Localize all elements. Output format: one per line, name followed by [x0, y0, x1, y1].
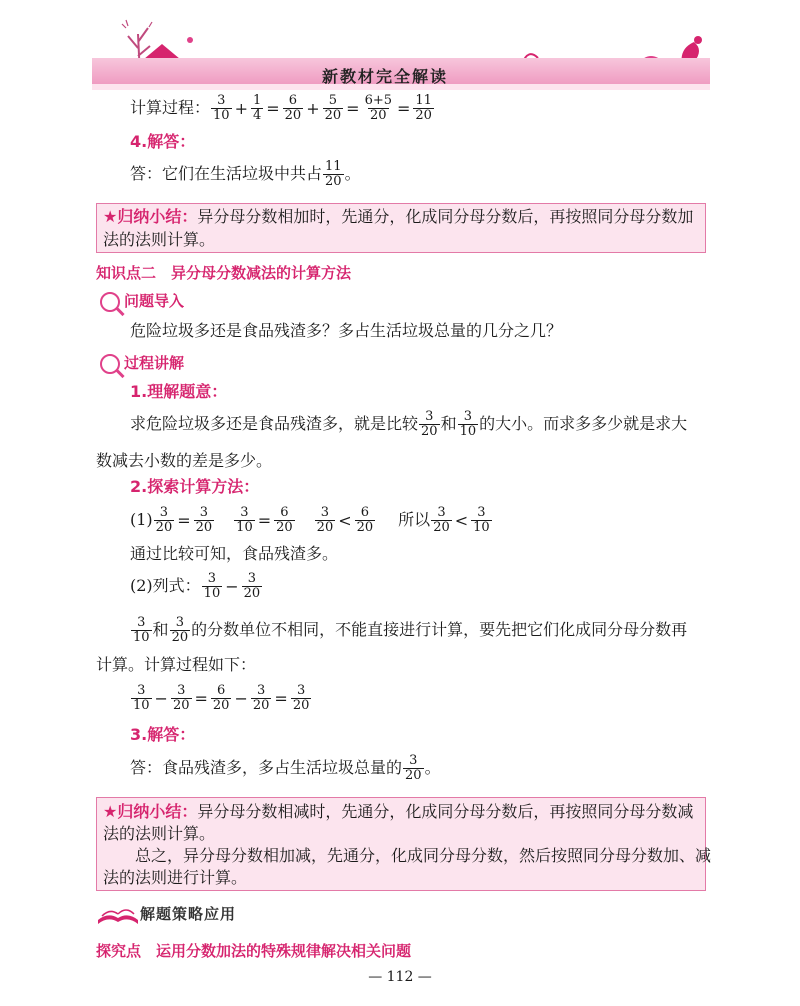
summary-text: 异分母分数相加时，先通分，化成同分母分数后，再按照同分母分数加	[197, 207, 694, 226]
summary-label: ★归纳小结：	[103, 207, 198, 226]
step1-text: 求危险垃圾多还是食品残渣多，就是比较 $\frac{3}{20}$ 和 $\frac{3}{10}$ 的大小。而求多多少就是求大	[130, 409, 688, 439]
fraction: $\frac{3}{20}$	[433, 505, 450, 535]
fraction: $\frac{5}{20}$	[324, 93, 342, 123]
fraction: $\frac{3}{20}$	[172, 683, 190, 713]
fraction: $\frac{3}{20}$	[195, 505, 213, 535]
summary-text: 法的法则进行计算。	[103, 868, 248, 887]
fraction: $\frac{6}{20}$	[212, 683, 230, 713]
strategy-heading: 解题策略应用	[96, 900, 276, 928]
calc-label: 计算过程：	[130, 98, 211, 117]
step2-heading: 2.探索计算方法：	[130, 477, 260, 496]
step1-heading: 1.理解题意：	[130, 382, 228, 401]
summary-box-2	[96, 797, 712, 891]
header-title: 新教材完全解读	[322, 67, 449, 86]
process-heading: 过程讲解	[100, 352, 184, 374]
fraction: $\frac{3}{10}$	[459, 409, 477, 439]
answer2-line: 答：食品残渣多，多占生活垃圾总量的 $\frac{3}{20}$ 。	[130, 753, 441, 783]
summary-text: 法的法则计算。	[103, 824, 216, 843]
fraction: $\frac{3}{10}$	[473, 505, 490, 535]
step4-heading: 4.解答：	[130, 132, 196, 151]
fraction: $\frac{6+5}{20}$	[364, 93, 392, 123]
explain-line: $\frac{3}{10}$ 和 $\frac{3}{20}$ 的分数单位不相同，不能直接进行计算，要先把它们化成同分母分数再	[133, 615, 688, 645]
summary-box-1	[96, 203, 706, 253]
step3-heading: 3.解答：	[130, 725, 196, 744]
fraction: $\frac{6}{20}$	[276, 505, 293, 535]
magnifier-icon	[100, 292, 120, 312]
fraction: $\frac{6}{20}$	[356, 505, 374, 535]
intro-heading: 问题导入	[100, 290, 184, 312]
fraction: $\frac{3}{10}$	[133, 683, 150, 713]
fraction: $\frac{3}{20}$	[243, 571, 261, 601]
calc-process-line: 计算过程： $\frac{3}{10}$ + $\frac{1}{4}$ = $\frac{6}{20}$ + $\frac{5}{20}$ = $\frac{6+5}{20}$ = $\frac{11}{20}$	[130, 93, 432, 123]
calc-line: $\frac{3}{10}$ − $\frac{3}{20}$ = $\frac{6}{20}$ − $\frac{3}{20}$ = $\frac{3}{20}$	[133, 683, 310, 713]
fraction: $\frac{3}{10}$	[203, 571, 221, 601]
magnifier-icon	[100, 354, 120, 374]
fraction: $\frac{3}{20}$	[171, 615, 189, 645]
fraction: $\frac{3}{10}$	[133, 615, 150, 645]
expression-line: (2)列式： $\frac{3}{10}$ − $\frac{3}{20}$	[130, 571, 261, 601]
compare-conclusion: 通过比较可知，食品残渣多。	[130, 544, 339, 563]
explain-line2: 计算。计算过程如下：	[96, 655, 257, 674]
page-header	[92, 14, 710, 90]
fraction: $\frac{3}{10}$	[213, 93, 230, 123]
book-icon	[96, 902, 140, 926]
step1-text-line2: 数减去小数的差是多少。	[96, 451, 273, 470]
page-number: — 112 —	[368, 969, 432, 985]
fraction: $\frac{3}{20}$	[316, 505, 334, 535]
fraction: $\frac{3}{20}$	[421, 409, 438, 439]
fraction: $\frac{6}{20}$	[284, 93, 302, 123]
fraction: $\frac{3}{10}$	[236, 505, 253, 535]
answer1-line: 答：它们在生活垃圾中共占 $\frac{11}{20}$ 。	[130, 159, 361, 189]
fraction: $\frac{11}{20}$	[415, 93, 432, 123]
explore-title: 探究点 运用分数加法的特殊规律解决相关问题	[96, 942, 412, 960]
fraction: $\frac{1}{4}$	[252, 93, 262, 123]
fraction: $\frac{3}{20}$	[292, 683, 310, 713]
compare-line: (1) $\frac{3}{20}$ = $\frac{3}{20}$ $\frac{3}{10}$ = $\frac{6}{20}$ $\frac{3}{20}$ < $\frac{6}{20}$ 所以 $\frac{3}{20}$ < $\frac{3}{10}$	[130, 505, 490, 535]
intro-question: 危险垃圾多还是食品残渣多？多占生活垃圾总量的几分之几？	[130, 321, 563, 340]
summary-label: ★归纳小结：	[103, 802, 198, 821]
fraction: $\frac{3}{20}$	[155, 505, 173, 535]
summary-text: 法的法则计算。	[103, 230, 216, 249]
knowledge-point-title: 知识点二 异分母分数减法的计算方法	[96, 264, 352, 282]
fraction: $\frac{3}{20}$	[405, 753, 422, 783]
summary-text: 总之，异分母分数相加减，先通分，化成同分母分数，然后按照同分母分数加、减	[135, 846, 712, 865]
fraction: $\frac{3}{20}$	[252, 683, 270, 713]
summary-text: 异分母分数相减时，先通分，化成同分母分数后，再按照同分母分数减	[197, 802, 694, 821]
fraction: $\frac{11}{20}$	[325, 159, 342, 189]
